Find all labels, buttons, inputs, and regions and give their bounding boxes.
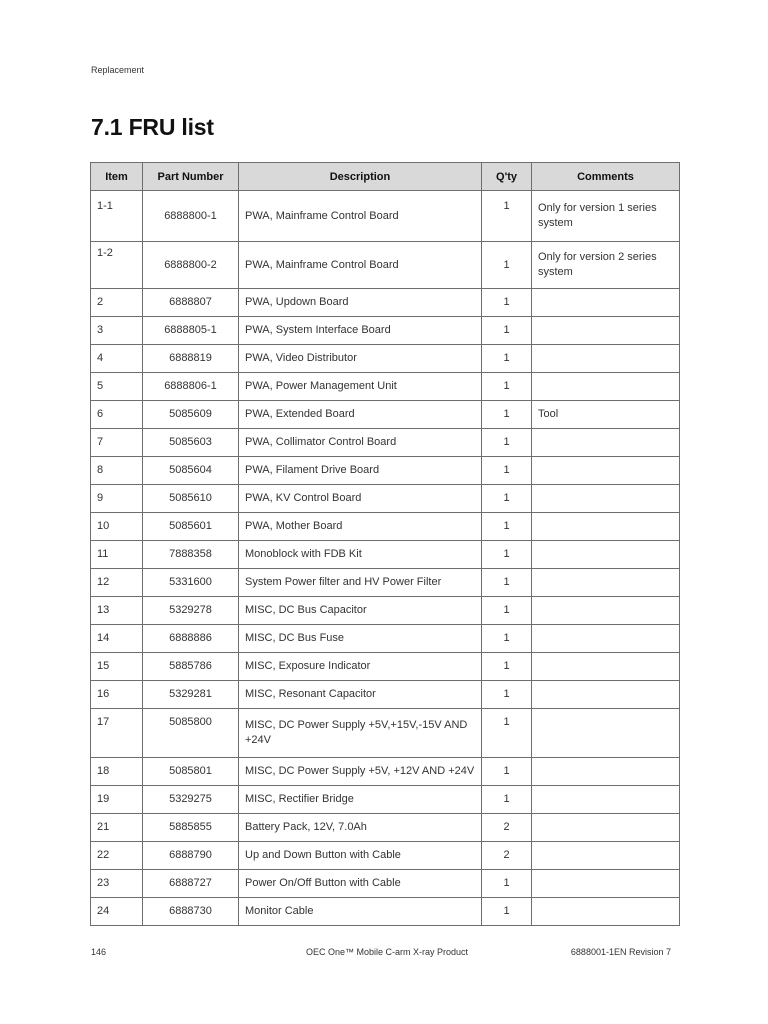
cell-item: 21 [91,814,143,842]
cell-description: PWA, Mother Board [239,513,482,541]
cell-description: PWA, Video Distributor [239,345,482,373]
cell-description: PWA, Mainframe Control Board [239,242,482,289]
cell-part-number: 6888886 [143,625,239,653]
table-row [91,373,680,401]
cell-description: PWA, System Interface Board [239,317,482,345]
cell-description: Monitor Cable [239,898,482,926]
cell-part-number: 5329281 [143,681,239,709]
table-row [91,842,680,870]
fru-table-body [91,191,680,926]
cell-item: 19 [91,786,143,814]
cell-description: Up and Down Button with Cable [239,842,482,870]
table-row [91,513,680,541]
cell-part-number: 6888805-1 [143,317,239,345]
cell-comments [532,842,680,870]
cell-item: 16 [91,681,143,709]
cell-qty: 1 [482,457,532,485]
cell-qty: 1 [482,653,532,681]
column-header-comments: Comments [532,163,680,191]
table-row [91,541,680,569]
cell-qty: 1 [482,541,532,569]
column-header-qty: Q'ty [482,163,532,191]
cell-part-number: 5885855 [143,814,239,842]
cell-description: MISC, Rectifier Bridge [239,786,482,814]
cell-comments: Only for version 1 series system [532,191,680,242]
cell-part-number: 5085610 [143,485,239,513]
cell-qty: 2 [482,842,532,870]
cell-part-number: 6888727 [143,870,239,898]
cell-item: 9 [91,485,143,513]
cell-comments [532,597,680,625]
cell-comments [532,625,680,653]
cell-item: 12 [91,569,143,597]
cell-item: 1-2 [91,242,143,289]
cell-comments [532,814,680,842]
table-row [91,191,680,242]
cell-comments [532,317,680,345]
cell-qty: 1 [482,317,532,345]
table-row [91,485,680,513]
cell-qty: 1 [482,597,532,625]
cell-qty: 2 [482,814,532,842]
cell-description: PWA, Mainframe Control Board [239,191,482,242]
cell-item: 18 [91,758,143,786]
cell-comments [532,786,680,814]
cell-description: Monoblock with FDB Kit [239,541,482,569]
cell-comments [532,653,680,681]
cell-description: MISC, DC Bus Fuse [239,625,482,653]
cell-comments [532,345,680,373]
table-row [91,242,680,289]
table-row [91,758,680,786]
cell-comments [532,898,680,926]
cell-part-number: 6888807 [143,289,239,317]
table-header-row [91,163,680,191]
cell-comments [532,429,680,457]
table-row [91,457,680,485]
cell-item: 22 [91,842,143,870]
cell-qty: 1 [482,786,532,814]
cell-comments [532,457,680,485]
cell-item: 4 [91,345,143,373]
cell-description: MISC, DC Bus Capacitor [239,597,482,625]
cell-part-number: 6888806-1 [143,373,239,401]
cell-comments [532,485,680,513]
cell-comments [532,513,680,541]
table-row [91,289,680,317]
table-row [91,429,680,457]
column-header-part-number: Part Number [143,163,239,191]
cell-part-number: 6888730 [143,898,239,926]
cell-item: 8 [91,457,143,485]
cell-item: 6 [91,401,143,429]
cell-item: 5 [91,373,143,401]
cell-qty: 1 [482,709,532,758]
table-row [91,681,680,709]
footer-product: OEC One™ Mobile C-arm X-ray Product [306,947,469,957]
cell-qty: 1 [482,870,532,898]
cell-comments [532,758,680,786]
cell-qty: 1 [482,485,532,513]
cell-qty: 1 [482,758,532,786]
cell-qty: 1 [482,898,532,926]
column-header-item: Item [91,163,143,191]
cell-part-number: 5329275 [143,786,239,814]
cell-part-number: 6888790 [143,842,239,870]
column-header-description: Description [239,163,482,191]
table-row [91,401,680,429]
cell-qty: 1 [482,513,532,541]
table-row [91,569,680,597]
cell-part-number: 5331600 [143,569,239,597]
running-head: Replacement [91,65,145,75]
table-row [91,653,680,681]
table-row [91,709,680,758]
table-row [91,597,680,625]
cell-item: 24 [91,898,143,926]
table-row [91,625,680,653]
cell-description: PWA, Updown Board [239,289,482,317]
cell-description: PWA, KV Control Board [239,485,482,513]
cell-qty: 1 [482,429,532,457]
cell-item: 23 [91,870,143,898]
cell-comments: Only for version 2 series system [532,242,680,289]
cell-part-number: 5085801 [143,758,239,786]
cell-description: MISC, Exposure Indicator [239,653,482,681]
table-row [91,317,680,345]
cell-item: 14 [91,625,143,653]
table-row [91,898,680,926]
cell-qty: 1 [482,569,532,597]
cell-part-number: 6888800-2 [143,242,239,289]
cell-qty: 1 [482,681,532,709]
footer-doc-id: 6888001-1EN Revision 7 [570,947,671,957]
cell-item: 17 [91,709,143,758]
cell-part-number: 5085601 [143,513,239,541]
cell-description: PWA, Collimator Control Board [239,429,482,457]
cell-comments [532,289,680,317]
cell-description: MISC, Resonant Capacitor [239,681,482,709]
cell-comments [532,541,680,569]
cell-item: 15 [91,653,143,681]
cell-description: Power On/Off Button with Cable [239,870,482,898]
cell-qty: 1 [482,242,532,289]
cell-description: PWA, Power Management Unit [239,373,482,401]
cell-description: MISC, DC Power Supply +5V,+15V,-15V AND +24V [239,709,482,758]
cell-comments [532,681,680,709]
cell-part-number: 5329278 [143,597,239,625]
table-row [91,345,680,373]
cell-part-number: 5085603 [143,429,239,457]
cell-part-number: 6888800-1 [143,191,239,242]
cell-qty: 1 [482,289,532,317]
table-row [91,786,680,814]
cell-part-number: 7888358 [143,541,239,569]
cell-comments: Tool [532,401,680,429]
cell-item: 3 [91,317,143,345]
cell-item: 10 [91,513,143,541]
cell-comments [532,709,680,758]
cell-item: 2 [91,289,143,317]
cell-part-number: 5885786 [143,653,239,681]
section-title: 7.1 FRU list [91,114,214,140]
cell-item: 11 [91,541,143,569]
cell-description: Battery Pack, 12V, 7.0Ah [239,814,482,842]
table-row [91,814,680,842]
fru-table [90,162,680,926]
cell-qty: 1 [482,345,532,373]
cell-part-number: 6888819 [143,345,239,373]
cell-part-number: 5085609 [143,401,239,429]
cell-comments [532,870,680,898]
cell-comments [532,373,680,401]
cell-qty: 1 [482,625,532,653]
cell-description: System Power filter and HV Power Filter [239,569,482,597]
cell-description: PWA, Extended Board [239,401,482,429]
cell-comments [532,569,680,597]
cell-description: PWA, Filament Drive Board [239,457,482,485]
cell-item: 1-1 [91,191,143,242]
cell-part-number: 5085604 [143,457,239,485]
cell-item: 13 [91,597,143,625]
cell-qty: 1 [482,373,532,401]
page-number: 146 [91,947,107,957]
cell-qty: 1 [482,191,532,242]
table-row [91,870,680,898]
cell-item: 7 [91,429,143,457]
cell-description: MISC, DC Power Supply +5V, +12V AND +24V [239,758,482,786]
cell-part-number: 5085800 [143,709,239,758]
cell-qty: 1 [482,401,532,429]
